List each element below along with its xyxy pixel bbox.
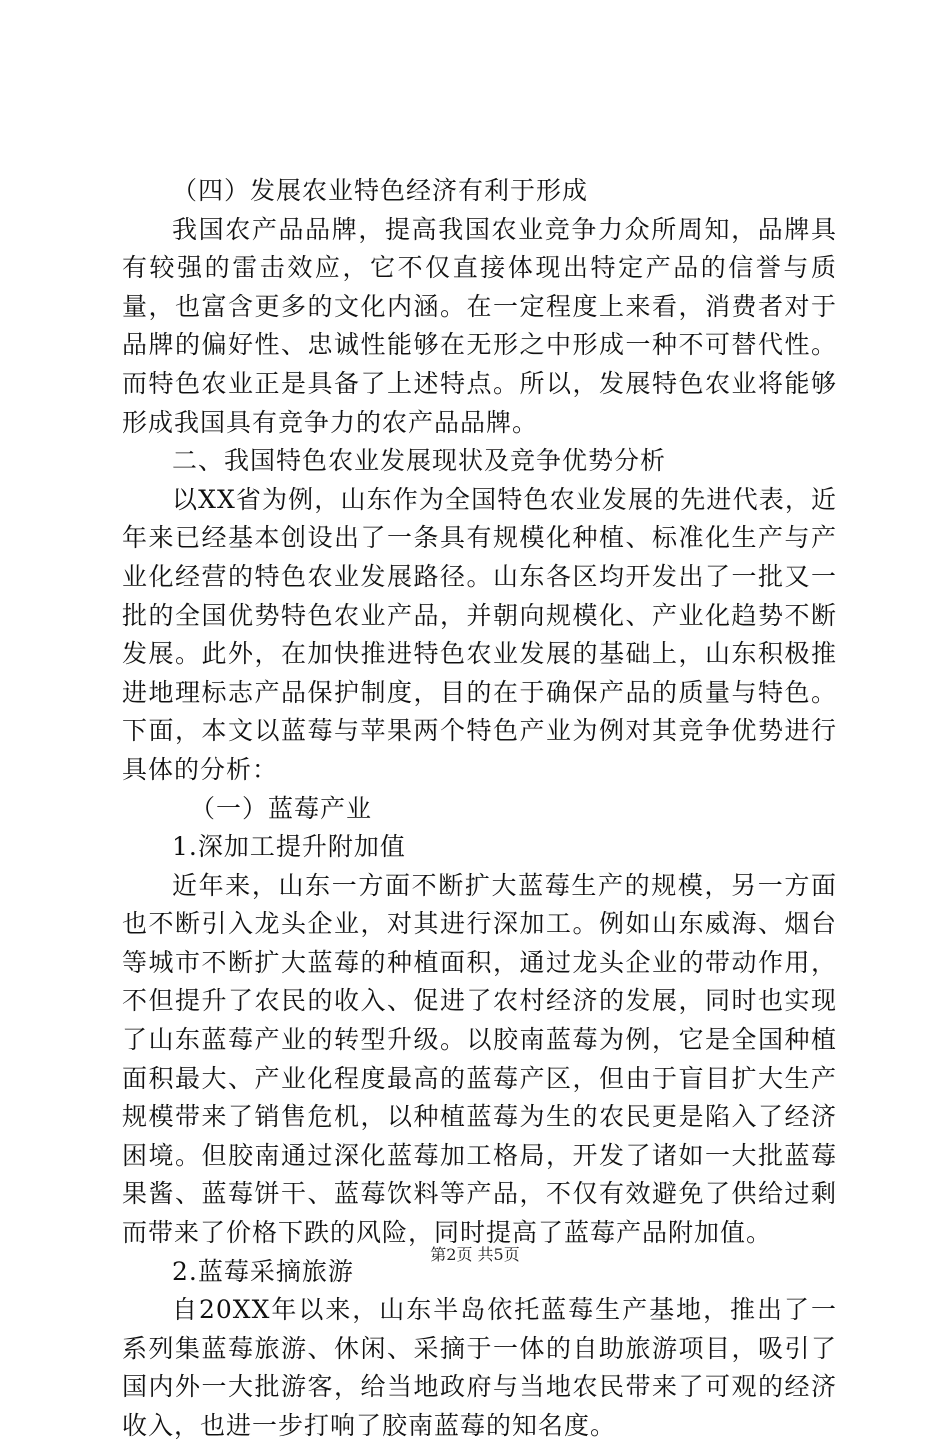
page-number: 第2页 共5页 bbox=[430, 1245, 520, 1264]
paragraph-picking-tourism: 自20XX年以来，山东半岛依托蓝莓生产基地，推出了一系列集蓝莓旅游、休闲、采摘于一体的自助旅游项目，吸引了国内外一大批游客，给当地政府与当地农民带来了可观的经济收入，也进一步打响了胶南蓝莓的知名度。 bbox=[122, 1295, 837, 1440]
section-heading-two: 二、我国特色农业发展现状及竞争优势分析 bbox=[172, 446, 667, 476]
paragraph-deep-processing: 近年来，山东一方面不断扩大蓝莓生产的规模，另一方面也不断引入龙头企业，对其进行深加工。例如山东威海、烟台等城市不断扩大蓝莓的种植面积，通过龙头企业的带动作用，不但提升了农民的收入、促进了农村经济的发展，同时也实现了山东蓝莓产业的转型升级。以胶南蓝莓为例，它是全国种植面积最大、产业化程度最高的蓝莓产区，但由于盲目扩大生产规模带来了销售危机，以种植蓝莓为生的农民更是陷入了经济困境。但胶南通过深化蓝莓加工格局，开发了诸如一大批蓝莓果酱、蓝莓饼干、蓝莓饮料等产品，不仅有效避免了供给过剩而带来了价格下跌的风险，同时提高了蓝莓产品附加值。 bbox=[122, 870, 837, 1248]
item-heading-picking-tourism: 2.蓝莓采摘旅游 bbox=[172, 1256, 354, 1286]
subsection-heading-blueberry: （一）蓝莓产业 bbox=[190, 793, 373, 823]
item-heading-deep-processing: 1.深加工提升附加值 bbox=[172, 832, 406, 862]
paragraph-brand: 我国农产品品牌，提高我国农业竞争力众所周知，品牌具有较强的雷击效应，它不仅直接体现出特定产品的信誉与质量，也富含更多的文化内涵。在一定程度上来看，消费者对于品牌的偏好性、忠诚性能够在无形之中形成一种不可替代性。而特色农业正是具备了上述特点。所以，发展特色农业将能够形成我国具有竞争力的农产品品牌。 bbox=[122, 214, 837, 437]
paragraph-shandong: 以XX省为例，山东作为全国特色农业发展的先进代表，近年来已经基本创设出了一条具有规模化种植、标准化生产与产业化经营的特色农业发展路径。山东各区均开发出了一批又一批的全国优势特色农业产品，并朝向规模化、产业化趋势不断发展。此外，在加快推进特色农业发展的基础上，山东积极推进地理标志产品保护制度，目的在于确保产品的质量与特色。下面，本文以蓝莓与苹果两个特色产业为例对其竞争优势进行具体的分析： bbox=[122, 484, 837, 784]
section-heading-four: （四）发展农业特色经济有利于形成 bbox=[172, 176, 589, 205]
